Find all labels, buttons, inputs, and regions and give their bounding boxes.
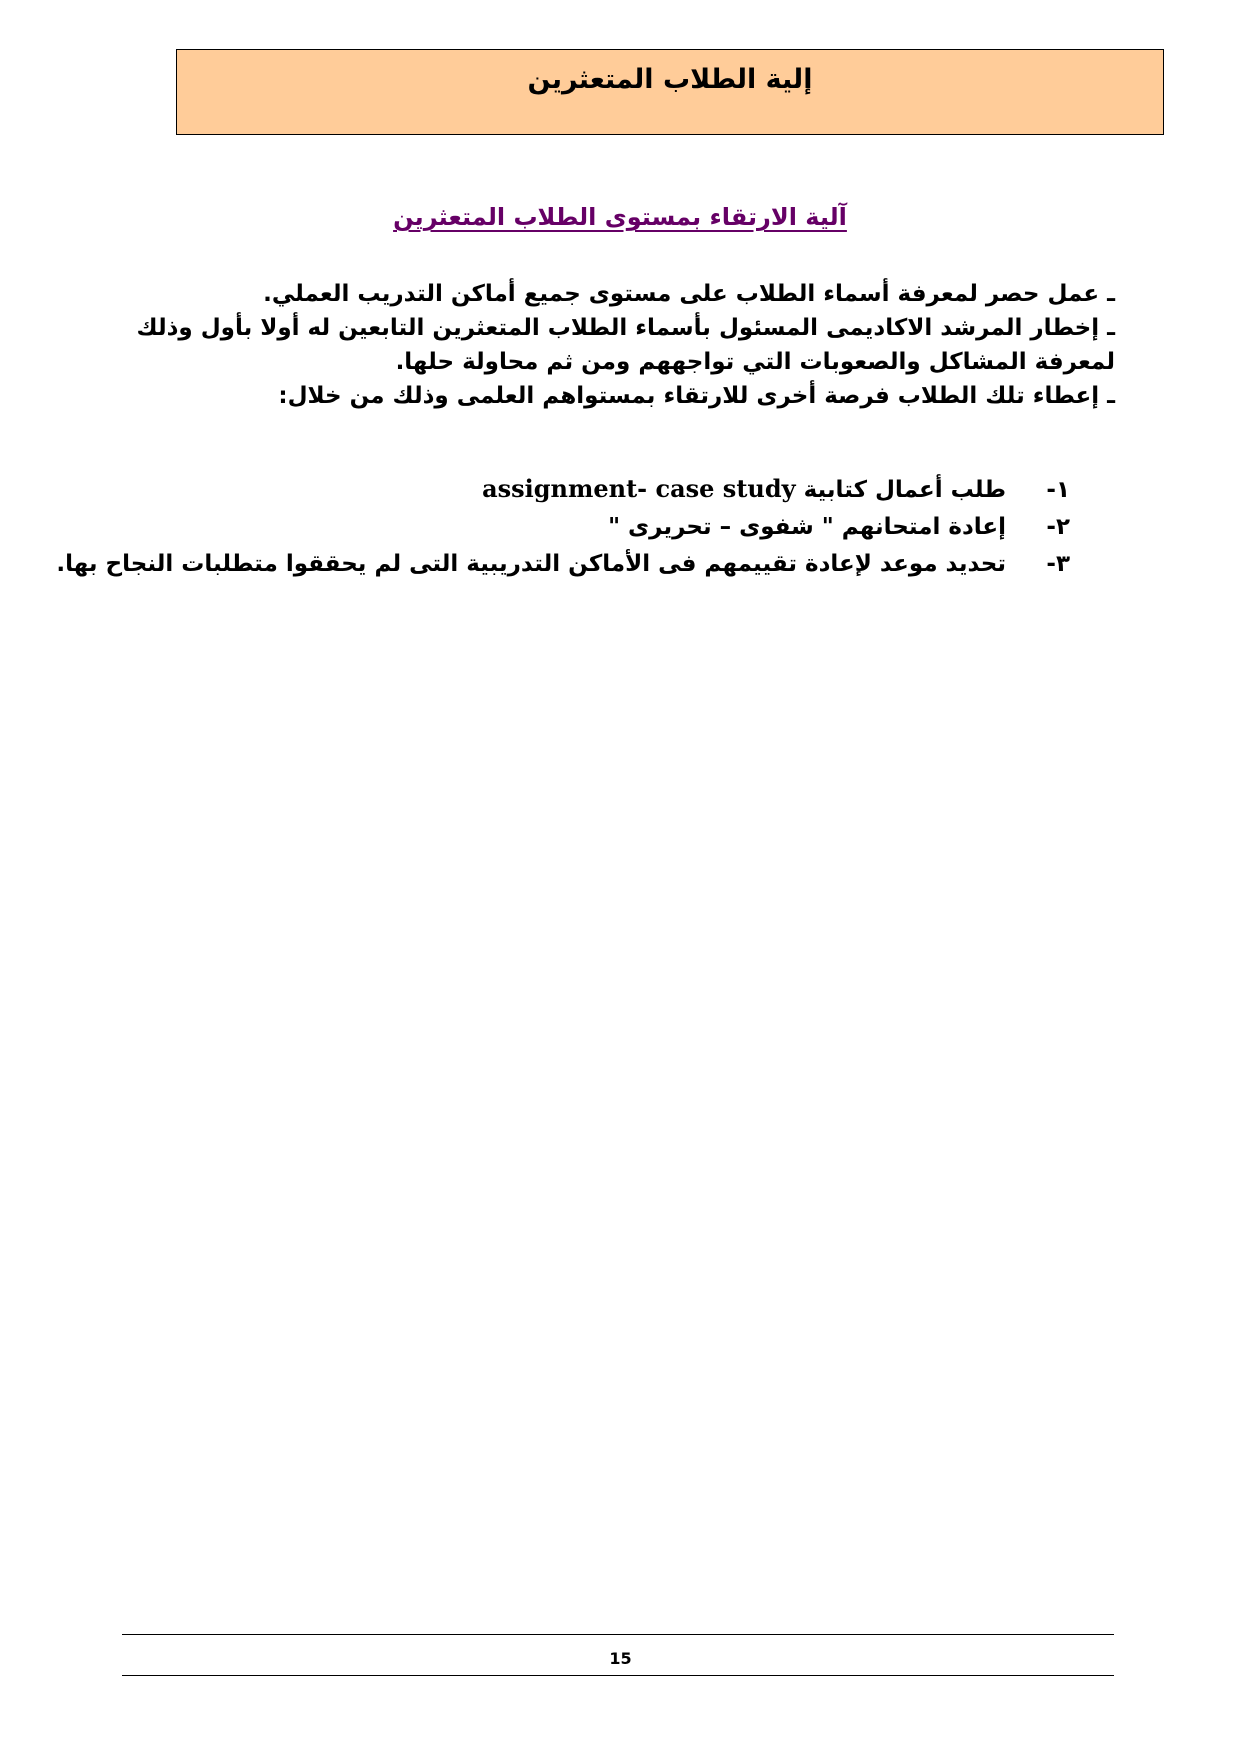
numbered-list bbox=[56, 470, 1070, 583]
page-title: إلية الطلاب المتعثرين bbox=[527, 64, 813, 95]
list-item bbox=[56, 509, 1070, 546]
intro-paragraph bbox=[115, 277, 1115, 413]
list-item bbox=[56, 546, 1070, 583]
section-heading: آلية الارتقاء بمستوى الطلاب المتعثرين bbox=[393, 203, 847, 231]
list-item bbox=[56, 470, 1070, 509]
list-item-text: طلب أعمال كتابية bbox=[795, 477, 1006, 503]
paragraph-line: ـ عمل حصر لمعرفة أسماء الطلاب على مستوى جميع أماكن التدريب العملي. bbox=[263, 281, 1115, 307]
paragraph-line: لمعرفة المشاكل والصعوبات التي تواجههم ومن ثم محاولة حلها. bbox=[395, 349, 1115, 375]
list-item-text: إعادة امتحانهم " شفوى – تحريرى " bbox=[608, 514, 1006, 540]
list-item-number: ٣- bbox=[1046, 551, 1070, 577]
paragraph-line: ـ إخطار المرشد الاكاديمى المسئول بأسماء الطلاب المتعثرين التابعين له أولا بأول وذلك bbox=[136, 315, 1115, 341]
list-item-latin-text: assignment- case study bbox=[482, 474, 796, 503]
list-item-text: تحديد موعد لإعادة تقييمهم فى الأماكن التدريبية التى لم يحققوا متطلبات النجاح بها. bbox=[56, 551, 1006, 577]
page-number: 15 bbox=[609, 1649, 632, 1668]
footer-top-rule bbox=[122, 1634, 1114, 1635]
list-item-number: ١- bbox=[1046, 477, 1070, 503]
paragraph-line: ـ إعطاء تلك الطلاب فرصة أخرى للارتقاء بمستواهم العلمى وذلك من خلال: bbox=[278, 383, 1115, 409]
title-box bbox=[176, 49, 1164, 135]
list-item-number: ٢- bbox=[1046, 514, 1070, 540]
footer-bottom-rule bbox=[122, 1675, 1114, 1676]
